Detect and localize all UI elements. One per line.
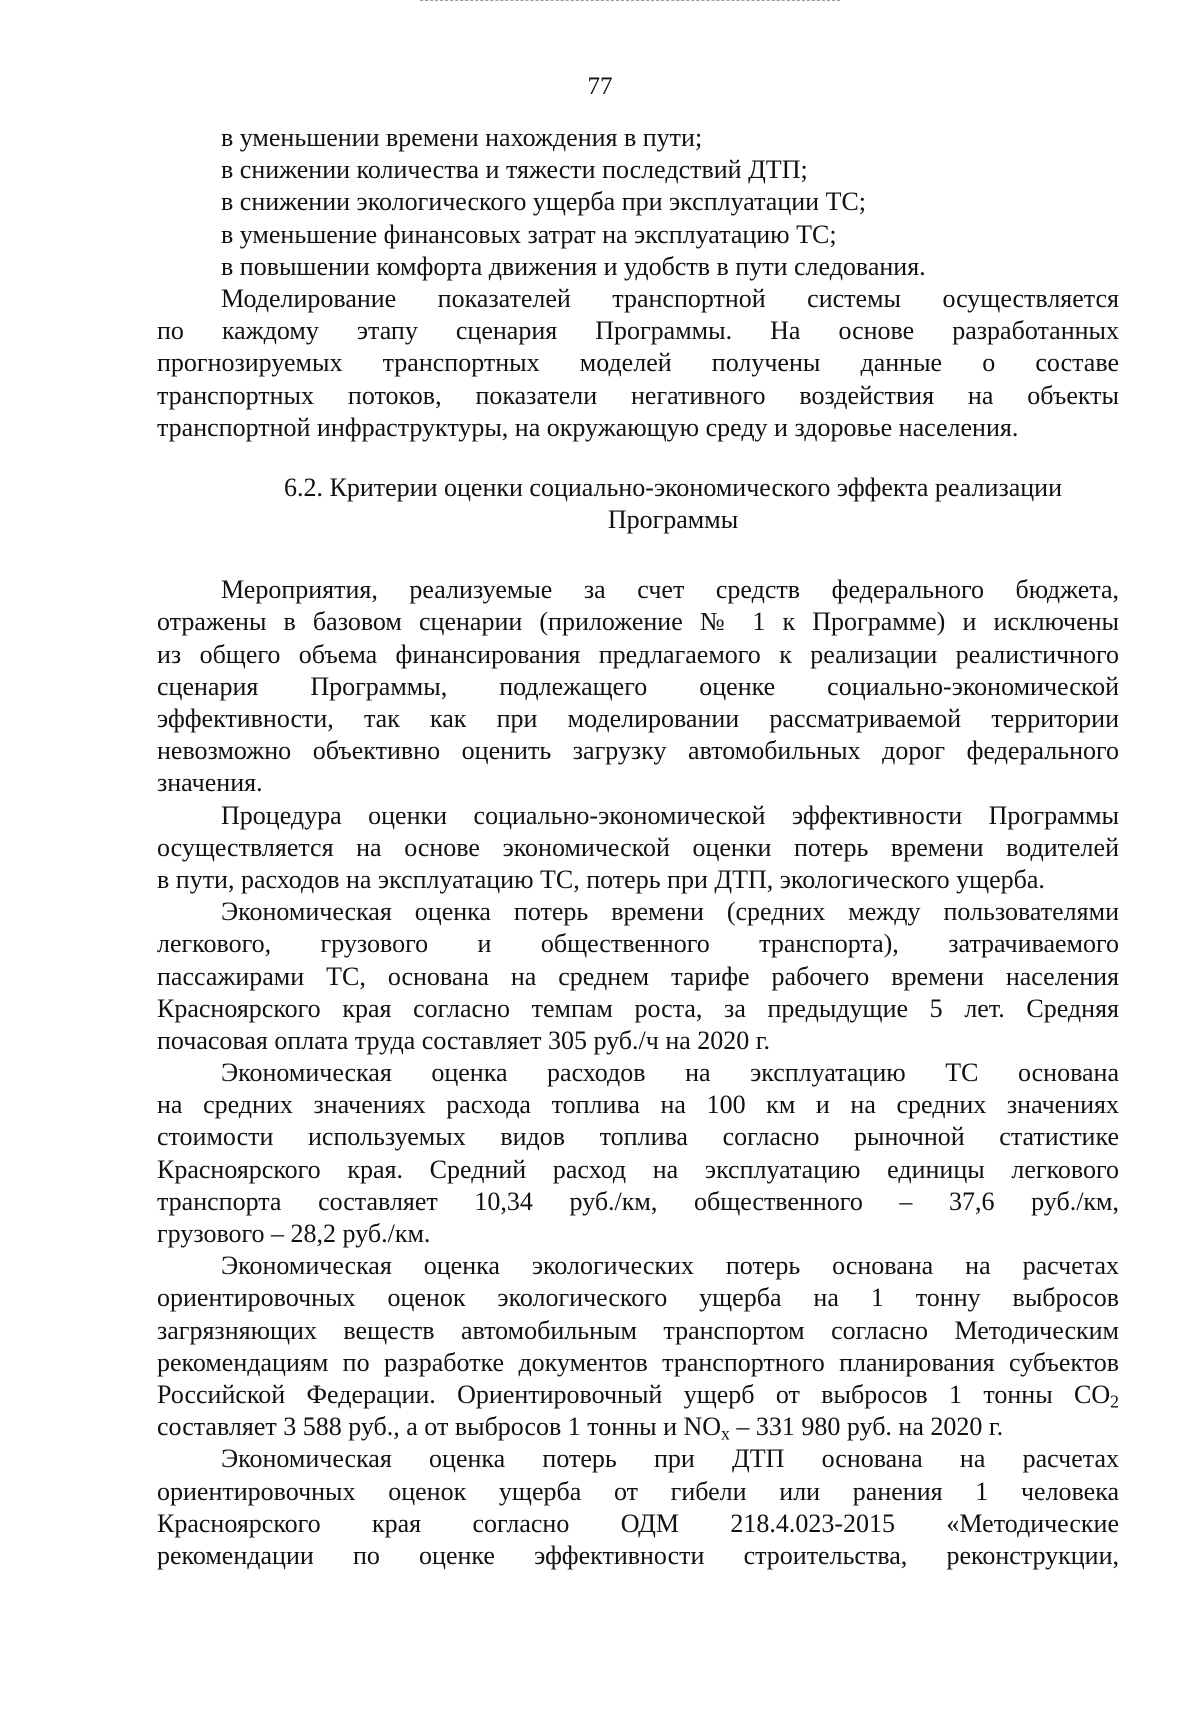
page-number: 77 (587, 73, 613, 100)
paragraph-line: загрязняющих веществ автомобильным транспортом согласно Методическим (157, 1315, 1119, 1345)
paragraph-line: рекомендации по оценке эффективности строительства, реконструкции, (157, 1540, 1119, 1570)
paragraph-line: по каждому этапу сценария Программы. На основе разработанных (157, 316, 1119, 346)
paragraph-line: сценария Программы, подлежащего оценке социально-экономической (157, 671, 1119, 701)
co2-text: Российской Федерации. Ориентировочный ущерб от выбросов 1 тонны CO (157, 1379, 1111, 1409)
paragraph-line: пассажирами ТС, основана на среднем тарифе рабочего времени населения (157, 961, 1119, 991)
paragraph-line-nox (157, 1411, 1119, 1443)
paragraph-line: прогнозируемых транспортных моделей получены данные о составе (157, 348, 1119, 378)
paragraph-line: на средних значениях расхода топлива на 100 км и на средних значениях (157, 1090, 1119, 1120)
paragraph-line: невозможно объективно оценить загрузку автомобильных дорог федерального (157, 736, 1119, 766)
paragraph-line: легкового, грузового и общественного транспорта), затрачиваемого (157, 929, 1119, 959)
paragraph-line: в пути, расходов на эксплуатацию ТС, потерь при ДТП, экологического ущерба. (157, 864, 1045, 894)
paragraph-federal (157, 574, 1119, 799)
paragraph-modeling (157, 283, 1119, 444)
paragraph-line: Экономическая оценка потерь при ДТП основана на расчетах (221, 1444, 1119, 1474)
paragraph-line: Экономическая оценка расходов на эксплуатацию ТС основана (221, 1058, 1119, 1088)
heading-line: 6.2. Критерии оценки социально-экономического эффекта реализации (284, 472, 1062, 502)
paragraph-line: Красноярского края согласно темпам роста, за предыдущие 5 лет. Средняя (157, 993, 1119, 1023)
paragraph-line: Процедура оценки социально-экономической эффективности Программы (221, 800, 1119, 830)
paragraph-line: Экономическая оценка экологических потерь основана на расчетах (221, 1251, 1119, 1281)
paragraph-line: ориентировочных оценок ущерба от гибели или ранения 1 человека (157, 1476, 1119, 1506)
nox-subscript: x (721, 1423, 730, 1444)
paragraph-line: стоимости используемых видов топлива согласно рыночной статистике (157, 1122, 1119, 1152)
paragraph-line: грузового – 28,2 руб./км. (157, 1219, 431, 1248)
list-line: в уменьшение финансовых затрат на эксплуатацию ТС; (221, 219, 837, 249)
co2-subscript: 2 (1110, 1391, 1119, 1412)
paragraph-line: Мероприятия, реализуемые за счет средств федерального бюджета, (221, 575, 1119, 605)
paragraph-line: Моделирование показателей транспортной системы осуществляется (221, 283, 1119, 313)
scan-edge (420, 0, 840, 3)
paragraph-line: рекомендациям по разработке документов транспортного планирования субъектов (157, 1347, 1119, 1377)
paragraph-line: Красноярского края. Средний расход на эксплуатацию единицы легкового (157, 1154, 1119, 1184)
list-line: в снижении экологического ущерба при эксплуатации ТС; (221, 187, 867, 217)
list-block (157, 122, 1119, 283)
paragraph-line: отражены в базовом сценарии (приложение № 1 к Программе) и исключены (157, 607, 1119, 637)
paragraph-line: из общего объема финансирования предлагаемого к реализации реалистичного (157, 639, 1119, 669)
paragraph-line: ориентировочных оценок экологического ущерба на 1 тонну выбросов (157, 1283, 1119, 1313)
list-line: в уменьшении времени нахождения в пути; (221, 123, 703, 152)
paragraph-line: транспорта составляет 10,34 руб./км, общественного – 37,6 руб./км, (157, 1186, 1119, 1216)
section-heading (157, 472, 1119, 536)
document-body (157, 122, 1119, 1572)
paragraph-line-co2 (157, 1379, 1119, 1411)
paragraph-line: Красноярского края согласно ОДМ 218.4.023-2015 «Методические (157, 1508, 1119, 1538)
paragraph-ecological (157, 1250, 1119, 1443)
paragraph-accidents (157, 1443, 1119, 1572)
heading-line: Программы (607, 505, 739, 535)
paragraph-time-losses (157, 896, 1119, 1057)
paragraph-line: транспортной инфраструктуры, на окружающую среду и здоровье населения. (157, 412, 1019, 442)
paragraph-procedure (157, 800, 1119, 897)
paragraph-line: эффективности, так как при моделировании рассматриваемой территории (157, 704, 1119, 733)
paragraph-line: Экономическая оценка потерь времени (средних между пользователями (221, 897, 1119, 927)
paragraph-operating-costs (157, 1057, 1119, 1250)
list-line: в повышении комфорта движения и удобств в пути следования. (221, 251, 926, 281)
paragraph-line: транспортных потоков, показатели негативного воздействия на объекты (157, 380, 1119, 410)
paragraph-line: значения. (157, 768, 263, 798)
nox-text-before: составляет 3 588 руб., а от выбросов 1 тонны и NO (157, 1412, 722, 1442)
paragraph-line: осуществляется на основе экономической оценки потерь времени водителей (157, 832, 1119, 862)
paragraph-line: почасовая оплата труда составляет 305 руб./ч на 2020 г. (157, 1025, 771, 1055)
list-line: в снижении количества и тяжести последствий ДТП; (221, 155, 808, 185)
nox-text-after: – 331 980 руб. на 2020 г. (729, 1412, 1004, 1442)
